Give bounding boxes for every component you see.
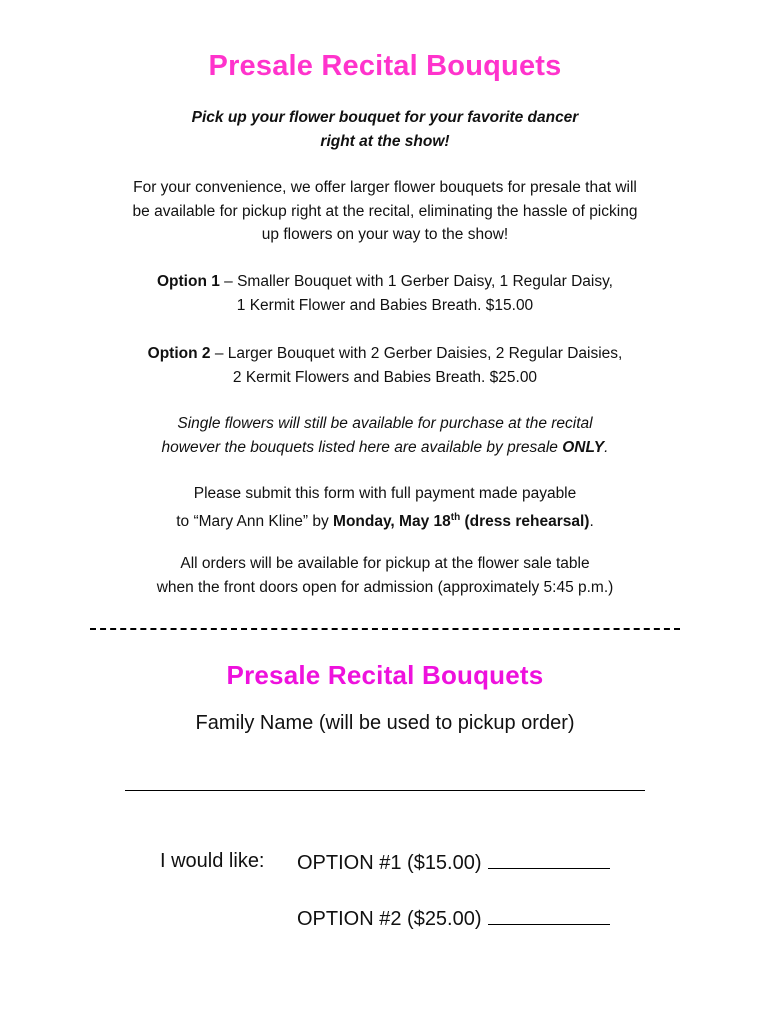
option-1-text: – Smaller Bouquet with 1 Gerber Daisy, 1 Regular Daisy,: [219, 273, 613, 290]
option-1-order-row: [297, 850, 610, 875]
note-period: .: [604, 438, 609, 456]
subtitle: [0, 106, 770, 153]
option-1-label: Option 1: [157, 273, 220, 290]
option-2-order-row: [297, 906, 610, 931]
presale-note: [0, 412, 770, 459]
submit-line-1: Please submit this form with full payment made payable: [193, 485, 577, 502]
intro-line-2: be available for pickup right at the recital, eliminating the hassle of picking: [132, 202, 638, 220]
option-1-quantity-field[interactable]: [488, 850, 610, 869]
note-line-2: [0, 436, 770, 460]
option-1-line-2: 1 Kermit Flower and Babies Breath. $15.00: [236, 296, 534, 314]
submit-period: .: [589, 512, 594, 530]
pickup-line-1: All orders will be available for pickup at the flower sale table: [180, 555, 590, 572]
option-2-line-2: 2 Kermit Flowers and Babies Breath. $25.00: [232, 368, 538, 386]
option-2-label: Option 2: [147, 345, 211, 362]
option-2-order-label: OPTION #2 ($25.00): [297, 908, 482, 930]
option-1-order-label: OPTION #1 ($15.00): [297, 852, 482, 874]
note-line-1: Single flowers will still be available for purchase at the recital: [177, 415, 593, 432]
option-2-line-1: [0, 342, 770, 366]
would-like-label: I would like:: [160, 850, 265, 872]
submit-rehearsal: (dress rehearsal): [460, 512, 590, 530]
option-2-description: [0, 342, 770, 389]
subtitle-line-2: right at the show!: [320, 132, 450, 150]
option-2-text: – Larger Bouquet with 2 Gerber Daisies, 2 Regular Daisies,: [210, 345, 623, 362]
submit-payee: to “Mary Ann Kline” by: [176, 512, 334, 530]
intro-line-1: For your convenience, we offer larger flower bouquets for presale that will: [133, 179, 637, 196]
form-title: Presale Recital Bouquets: [226, 660, 544, 690]
submit-line-2: [0, 506, 770, 534]
pickup-line-2: when the front doors open for admission (approximately 5:45 p.m.): [156, 578, 614, 596]
submit-date-suffix: th: [450, 511, 461, 523]
submit-instructions: [0, 482, 770, 533]
family-name-label: Family Name (will be used to pickup order): [195, 712, 575, 734]
submit-date: Monday, May 18: [333, 512, 451, 530]
option-1-description: [0, 270, 770, 317]
intro-paragraph: [0, 176, 770, 247]
option-1-line-1: [0, 270, 770, 294]
subtitle-line-1: Pick up your flower bouquet for your favorite dancer: [191, 109, 579, 126]
pickup-info: [0, 552, 770, 599]
page-title: Presale Recital Bouquets: [208, 50, 562, 82]
family-name-field[interactable]: [125, 790, 645, 791]
option-2-quantity-field[interactable]: [488, 906, 610, 925]
intro-line-3: up flowers on your way to the show!: [261, 226, 509, 243]
note-line-2-text: however the bouquets listed here are available by presale: [161, 438, 563, 456]
cut-line-divider: [90, 628, 680, 630]
note-only: ONLY: [562, 438, 605, 456]
